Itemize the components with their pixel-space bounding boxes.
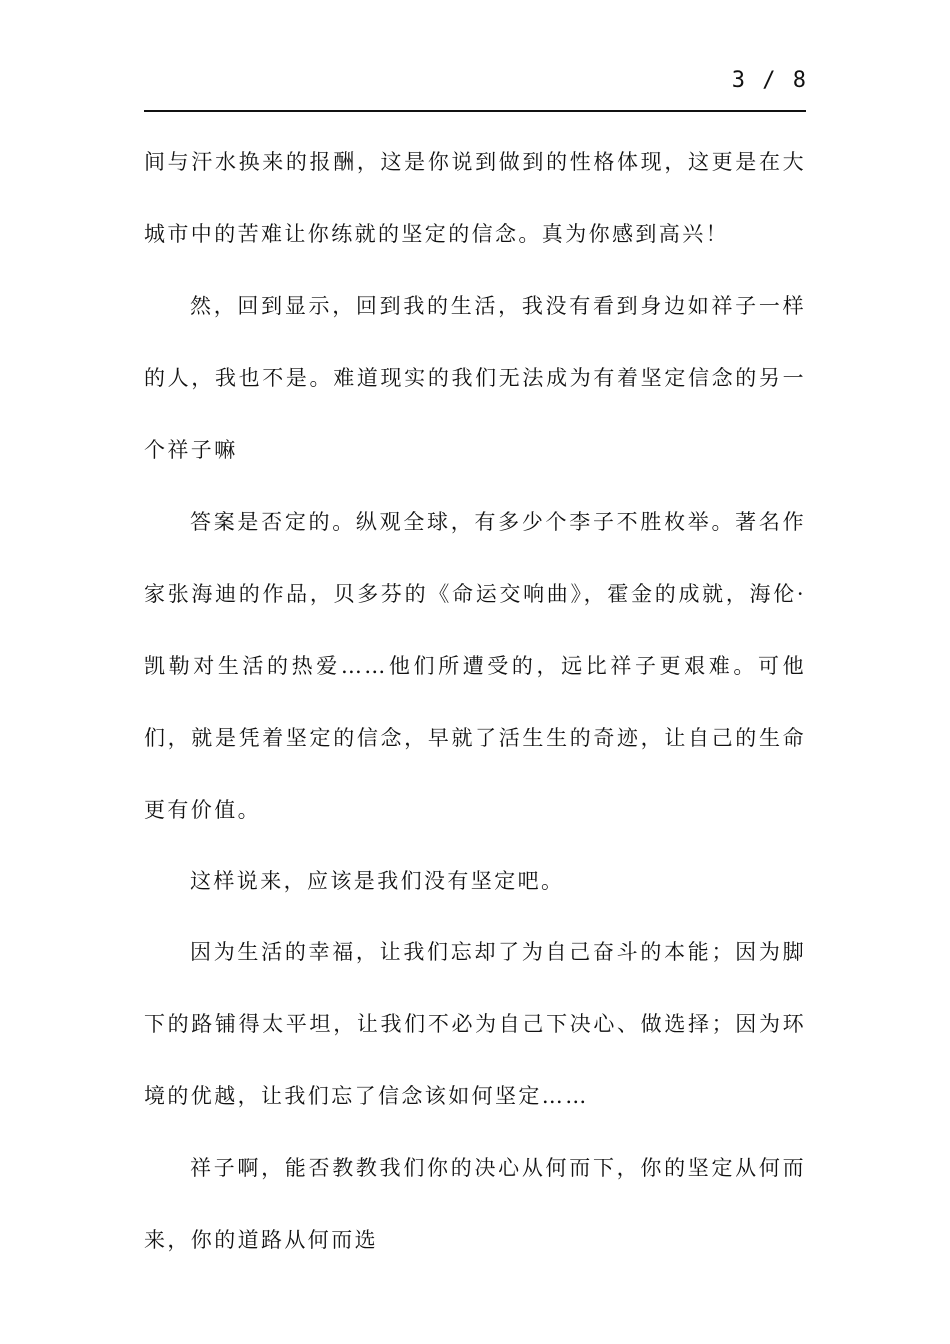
- paragraph-6: 祥子啊，能否教教我们你的决心从何而下，你的坚定从何而来，你的道路从何而选: [144, 1156, 806, 1252]
- paragraph-4: 这样说来，应该是我们没有坚定吧。: [190, 869, 565, 893]
- paragraph-2: 然，回到显示，回到我的生活，我没有看到身边如祥子一样的人，我也不是。难道现实的我们无法成为有着坚定信念的另一个祥子嘛: [144, 294, 806, 462]
- paragraph-3: 答案是否定的。纵观全球，有多少个李子不胜枚举。著名作家张海迪的作品，贝多芬的《命运交响曲》，霍金的成就，海伦·凯勒对生活的热爱……他们所遭受的，远比祥子更艰难。可他们，就是凭着坚定的信念，早就了活生生的奇迹，让自己的生命更有价值。: [144, 510, 806, 822]
- paragraph-1: 间与汗水换来的报酬，这是你说到做到的性格体现，这更是在大城市中的苦难让你练就的坚定的信念。真为你感到高兴！: [144, 150, 806, 246]
- document-body: [144, 126, 806, 1276]
- header-divider: [144, 110, 806, 112]
- page-number: 3 / 8: [731, 68, 808, 93]
- paragraph-5: 因为生活的幸福，让我们忘却了为自己奋斗的本能；因为脚下的路铺得太平坦，让我们不必为自己下决心、做选择；因为环境的优越，让我们忘了信念该如何坚定……: [144, 940, 806, 1108]
